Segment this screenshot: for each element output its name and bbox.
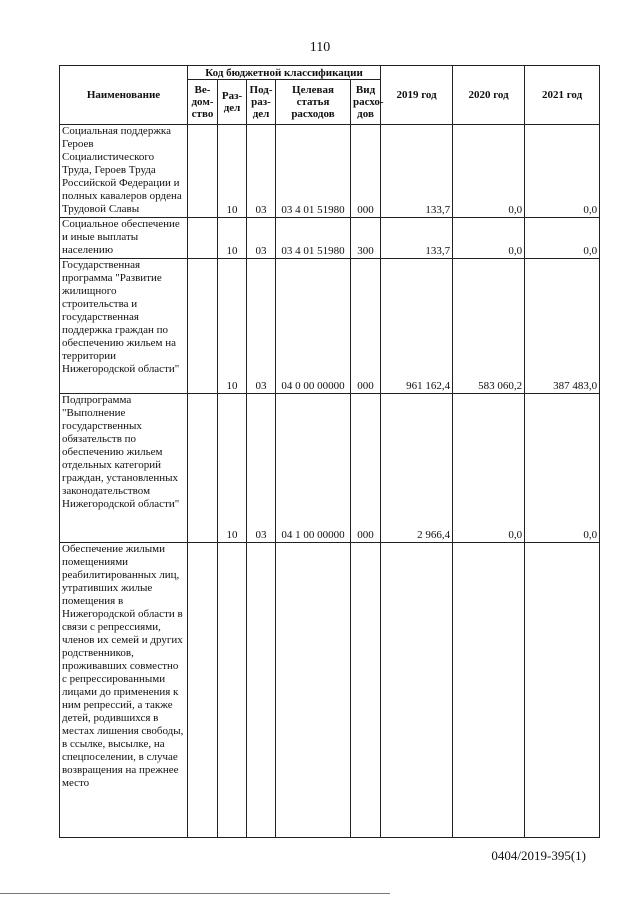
row-name: Подпрограмма "Выполнение государственных обязательств по обеспечению жильем отдельных категорий граждан, установленных законодательством Нижегородской области" <box>60 394 188 543</box>
row-2020: 0,0 <box>453 218 525 259</box>
row-section: 10 <box>218 125 247 218</box>
row-subsection: 03 <box>247 218 276 259</box>
header-subsection: Под- раз- дел <box>247 80 276 125</box>
row-section <box>218 543 247 838</box>
budget-table <box>59 65 600 838</box>
row-2021: 0,0 <box>525 125 600 218</box>
header-department: Ве- дом- ство <box>188 80 218 125</box>
row-2021: 387 483,0 <box>525 259 600 394</box>
page-edge-divider <box>0 893 390 894</box>
row-name: Социальная поддержка Героев Социалистического Труда, Героев Труда Российской Федерации и полных кавалеров ордена Трудовой Славы <box>60 125 188 218</box>
row-name: Государственная программа "Развитие жилищного строительства и государственная поддержка граждан по обеспечению жильем на территории Нижегородской области" <box>60 259 188 394</box>
row-subsection: 03 <box>247 259 276 394</box>
header-kind: Вид расхо- дов <box>351 80 381 125</box>
row-subsection: 03 <box>247 125 276 218</box>
row-kind: 000 <box>351 259 381 394</box>
row-target: 04 1 00 00000 <box>276 394 351 543</box>
header-target: Целевая статья расходов <box>276 80 351 125</box>
row-2020: 0,0 <box>453 394 525 543</box>
row-section: 10 <box>218 259 247 394</box>
row-target: 03 4 01 51980 <box>276 125 351 218</box>
row-kind <box>351 543 381 838</box>
row-department <box>188 125 218 218</box>
row-section: 10 <box>218 218 247 259</box>
row-name: Обеспечение жилыми помещениями реабилитированных лиц, утративших жилые помещения в Нижегородской области в связи с репрессиями, членов их семей и других родственников, проживавших совместно с репрессированными лицами до применения к ним репрессий, а также детей, родившихся в местах лишения свободы, в ссылке, высылке, на спецпоселении, в случае возвращения на прежнее место <box>60 543 188 838</box>
row-2021 <box>525 543 600 838</box>
header-2021: 2021 год <box>525 66 600 125</box>
row-target <box>276 543 351 838</box>
row-target: 04 0 00 00000 <box>276 259 351 394</box>
row-name: Социальное обеспечение и иные выплаты населению <box>60 218 188 259</box>
row-department <box>188 543 218 838</box>
header-2019: 2019 год <box>381 66 453 125</box>
row-department <box>188 394 218 543</box>
table-row <box>60 259 600 394</box>
row-2019: 2 966,4 <box>381 394 453 543</box>
row-kind: 300 <box>351 218 381 259</box>
row-2019 <box>381 543 453 838</box>
row-subsection <box>247 543 276 838</box>
page-number: 110 <box>309 40 331 55</box>
table-row <box>60 218 600 259</box>
row-2019: 133,7 <box>381 125 453 218</box>
row-section: 10 <box>218 394 247 543</box>
row-department <box>188 259 218 394</box>
row-2020: 0,0 <box>453 125 525 218</box>
header-2020: 2020 год <box>453 66 525 125</box>
row-kind: 000 <box>351 125 381 218</box>
header-section: Раз- дел <box>218 80 247 125</box>
header-name: Наименование <box>60 66 188 125</box>
table-row <box>60 394 600 543</box>
row-target: 03 4 01 51980 <box>276 218 351 259</box>
row-2019: 961 162,4 <box>381 259 453 394</box>
row-subsection: 03 <box>247 394 276 543</box>
row-kind: 000 <box>351 394 381 543</box>
row-2020 <box>453 543 525 838</box>
document-code: 0404/2019-395(1) <box>491 848 586 863</box>
row-2020: 583 060,2 <box>453 259 525 394</box>
header-code-group: Код бюджетной классификации <box>188 66 381 80</box>
row-department <box>188 218 218 259</box>
table-row <box>60 125 600 218</box>
table-row <box>60 543 600 838</box>
row-2021: 0,0 <box>525 218 600 259</box>
row-2019: 133,7 <box>381 218 453 259</box>
row-2021: 0,0 <box>525 394 600 543</box>
